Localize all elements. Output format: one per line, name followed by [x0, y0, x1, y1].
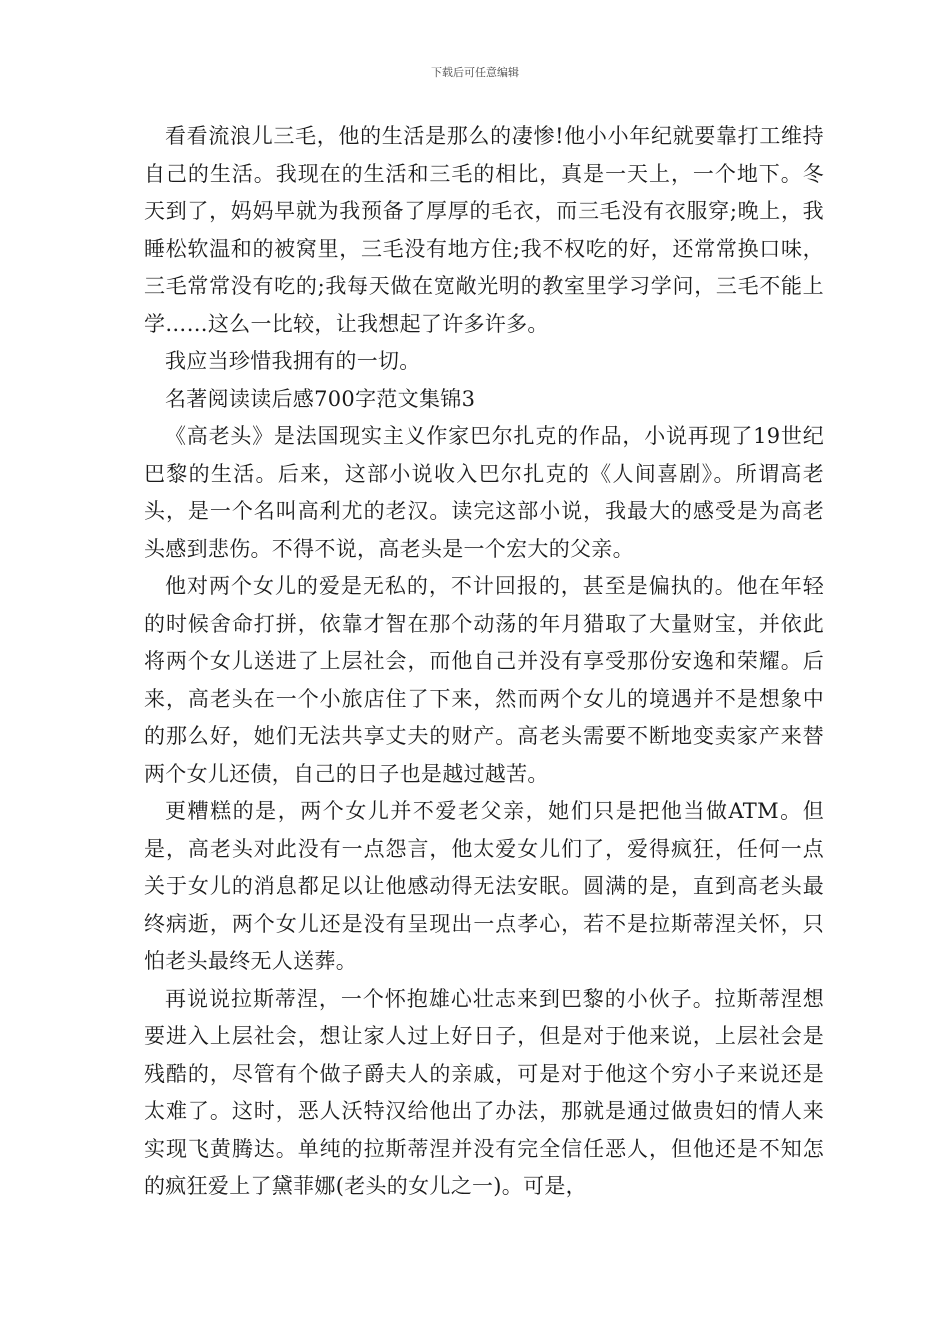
- paragraph-daughters: 更糟糕的是，两个女儿并不爱老父亲，她们只是把他当做ATM。但是，高老头对此没有一点怨言，他太爱女儿们了，爱得疯狂，任何一点关于女儿的消息都足以让他感动得无法安眠。圆满的是，直到高老头最终病逝，两个女儿还是没有呈现出一点孝心，若不是拉斯蒂涅关怀，只怕老头最终无人送葬。: [144, 799, 824, 973]
- paragraph-cherish: 我应当珍惜我拥有的一切。: [165, 349, 421, 373]
- paragraph-sanmao: 看看流浪儿三毛，他的生活是那么的凄惨!他小小年纪就要靠打工维持自己的生活。我现在的生活和三毛的相比，真是一天上，一个地下。冬天到了，妈妈早就为我预备了厚厚的毛衣，而三毛没有衣服穿;晚上，我睡松软温和的被窝里，三毛没有地方住;我不权吃的好，还常常换口味，三毛常常没有吃的;我每天做在宽敞光明的教室里学习学问，三毛不能上学……这么一比较，让我想起了许多许多。: [144, 124, 824, 336]
- document-body: [144, 118, 824, 1206]
- paragraph-father-love: 他对两个女儿的爱是无私的，不计回报的，甚至是偏执的。他在年轻的时候舍命打拼，依靠才智在那个动荡的年月猎取了大量财宝，并依此将两个女儿送进了上层社会，而他自己并没有享受那份安逸和荣耀。后来，高老头在一个小旅店住了下来，然而两个女儿的境遇并不是想象中的那么好，她们无法共享丈夫的财产。高老头需要不断地变卖家产来替两个女儿还债，自己的日子也是越过越苦。: [144, 574, 824, 786]
- paragraph-rastignac: 再说说拉斯蒂涅，一个怀抱雄心壮志来到巴黎的小伙子。拉斯蒂涅想要进入上层社会，想让家人过上好日子，但是对于他来说，上层社会是残酷的，尽管有个做子爵夫人的亲戚，可是对于他这个穷小子来说还是太难了。这时，恶人沃特汉给他出了办法，那就是通过做贵妇的情人来实现飞黄腾达。单纯的拉斯蒂涅并没有完全信任恶人，但他还是不知怎的疯狂爱上了黛菲娜(老头的女儿之一)。可是，: [144, 986, 824, 1198]
- page-header: 下载后可任意编辑: [431, 66, 519, 79]
- paragraph-intro-goriot: 《高老头》是法国现实主义作家巴尔扎克的作品，小说再现了19世纪巴黎的生活。后来，这部小说收入巴尔扎克的《人间喜剧》。所谓高老头，是一个名叫高利尤的老汉。读完这部小说，我最大的感受是为高老头感到悲伤。不得不说，高老头是一个宏大的父亲。: [144, 424, 824, 561]
- section-heading: 名著阅读读后感700字范文集锦3: [165, 386, 476, 411]
